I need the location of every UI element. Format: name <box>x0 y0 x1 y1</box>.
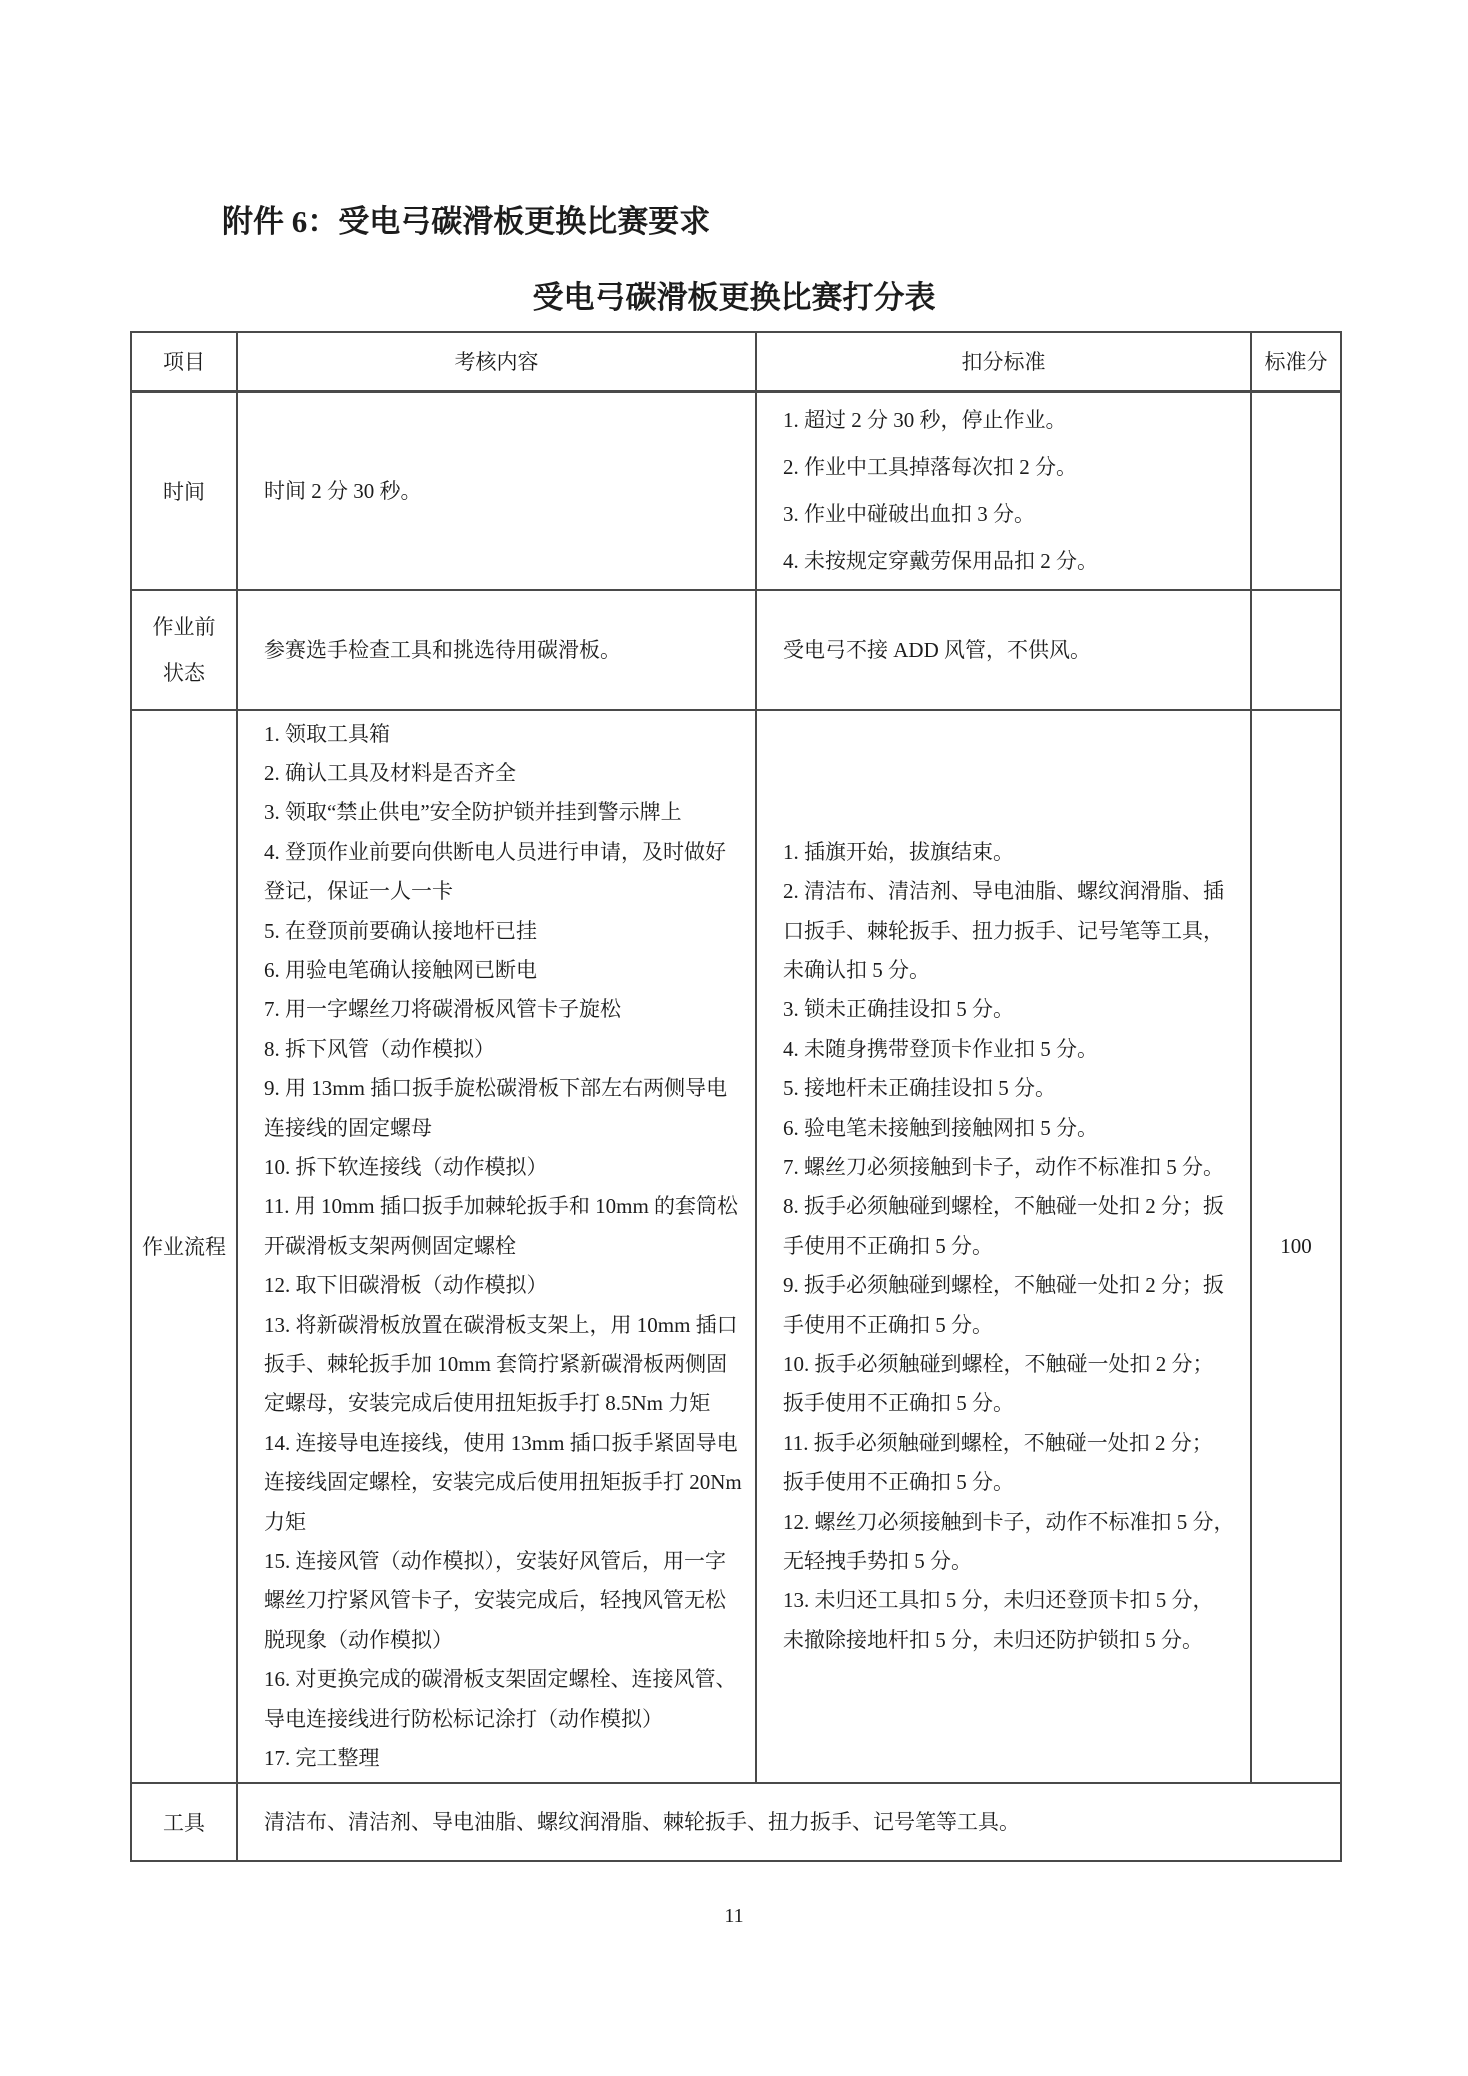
text-line: 力矩 <box>264 1509 306 1534</box>
text-line: 15. 连接风管（动作模拟），安装好风管后，用一字 <box>264 1549 726 1574</box>
text-line: 口扳手、棘轮扳手、扭力扳手、记号笔等工具， <box>783 918 1224 943</box>
text-line: 未确认扣 5 分。 <box>783 957 930 982</box>
pre-state-score-cell <box>1251 590 1341 710</box>
text-line: 17. 完工整理 <box>264 1746 380 1771</box>
process-content-lines <box>238 711 755 1783</box>
text-line: 16. 对更换完成的碳滑板支架固定螺栓、连接风管、 <box>264 1667 737 1692</box>
text-line: 作业前 <box>152 614 216 639</box>
text-line: 登记，保证一人一卡 <box>264 879 453 904</box>
text-line: 受电弓不接 ADD 风管，不供风。 <box>783 637 1091 662</box>
attachment-title: 附件 6：受电弓碳滑板更换比赛要求 <box>222 204 711 239</box>
text-line: 扳手、棘轮扳手加 10mm 套筒拧紧新碳滑板两侧固 <box>264 1352 728 1376</box>
row-tools <box>131 1783 1341 1861</box>
text-line: 14. 连接导电连接线，使用 13mm 插口扳手紧固导电 <box>264 1430 738 1455</box>
text-line: 13. 将新碳滑板放置在碳滑板支架上，用 10mm 插口 <box>264 1312 738 1337</box>
text-line: 6. 用验电笔确认接触网已断电 <box>264 957 537 982</box>
text-line: 导电连接线进行防松标记涂打（动作模拟） <box>264 1706 663 1731</box>
text-line: 8. 拆下风管（动作模拟） <box>264 1036 495 1061</box>
text-line: 1. 领取工具箱 <box>264 721 390 746</box>
text-line: 9. 扳手必须触碰到螺栓，不触碰一处扣 2 分；扳 <box>783 1273 1224 1298</box>
pre-state-item-cell <box>131 590 237 710</box>
text-line: 状态 <box>163 660 205 685</box>
header-cell-score: 标准分 <box>1251 332 1341 391</box>
text-line: 3. 作业中碰破出血扣 3 分。 <box>783 501 1035 526</box>
text-line: 13. 未归还工具扣 5 分，未归还登顶卡扣 5 分， <box>783 1588 1214 1613</box>
text-line: 参赛选手检查工具和挑选待用碳滑板。 <box>264 637 621 662</box>
tools-content-cell <box>237 1783 1341 1861</box>
text-line: 4. 未按规定穿戴劳保用品扣 2 分。 <box>783 548 1098 573</box>
text-line: 2. 清洁布、清洁剂、导电油脂、螺纹润滑脂、插 <box>783 879 1224 904</box>
time-deduction-cell <box>756 391 1251 590</box>
text-line: 清洁布、清洁剂、导电油脂、螺纹润滑脂、棘轮扳手、扭力扳手、记号笔等工具。 <box>264 1810 1020 1835</box>
process-deduction-cell <box>756 710 1251 1784</box>
text-line: 5. 接地杆未正确挂设扣 5 分。 <box>783 1076 1056 1101</box>
text-line: 1. 超过 2 分 30 秒，停止作业。 <box>783 407 1067 432</box>
header-cell-item: 项目 <box>131 332 237 391</box>
header-cell-deduction: 扣分标准 <box>756 332 1251 391</box>
process-content-cell <box>237 710 756 1784</box>
text-line: 7. 用一字螺丝刀将碳滑板风管卡子旋松 <box>264 997 621 1022</box>
text-line: 7. 螺丝刀必须接触到卡子，动作不标准扣 5 分。 <box>783 1154 1224 1179</box>
time-content-cell <box>237 391 756 590</box>
row-time <box>131 391 1341 590</box>
text-line: 2. 作业中工具掉落每次扣 2 分。 <box>783 454 1077 479</box>
text-line: 11. 扳手必须触碰到螺栓，不触碰一处扣 2 分； <box>783 1430 1213 1455</box>
scoring-table <box>130 331 1342 1862</box>
text-line: 无轻拽手势扣 5 分。 <box>783 1549 972 1574</box>
page-number: 11 <box>724 1905 744 1927</box>
text-line: 脱现象（动作模拟） <box>264 1627 453 1652</box>
process-item-cell: 作业流程 <box>131 710 237 1784</box>
table-title: 受电弓碳滑板更换比赛打分表 <box>532 280 936 315</box>
text-line: 10. 拆下软连接线（动作模拟） <box>264 1154 548 1179</box>
text-line: 2. 确认工具及材料是否齐全 <box>264 760 516 785</box>
text-line: 8. 扳手必须触碰到螺栓，不触碰一处扣 2 分；扳 <box>783 1194 1224 1219</box>
text-line: 5. 在登顶前要确认接地杆已挂 <box>264 918 537 943</box>
pre-state-item-lines <box>132 604 236 696</box>
text-line: 6. 验电笔未接触到接触网扣 5 分。 <box>783 1115 1098 1140</box>
time-item-cell: 时间 <box>131 391 237 590</box>
text-line: 连接线的固定螺母 <box>264 1115 432 1140</box>
pre-state-content-lines <box>238 629 755 671</box>
time-deduction-lines <box>757 393 1250 589</box>
pre-state-content-cell <box>237 590 756 710</box>
process-score-cell: 100 <box>1251 710 1341 1784</box>
text-line: 11. 用 10mm 插口扳手加棘轮扳手和 10mm 的套筒松 <box>264 1194 739 1219</box>
text-line: 4. 未随身携带登顶卡作业扣 5 分。 <box>783 1036 1098 1061</box>
text-line: 3. 领取“禁止供电”安全防护锁并挂到警示牌上 <box>264 800 682 825</box>
pre-state-deduction-lines <box>757 629 1250 671</box>
text-line: 手使用不正确扣 5 分。 <box>783 1312 993 1337</box>
text-line: 12. 螺丝刀必须接触到卡子，动作不标准扣 5 分， <box>783 1509 1235 1534</box>
text-line: 3. 锁未正确挂设扣 5 分。 <box>783 997 1014 1022</box>
text-line: 4. 登顶作业前要向供断电人员进行申请，及时做好 <box>264 839 726 864</box>
tools-content-lines <box>238 1801 1340 1843</box>
time-content-lines <box>238 470 755 512</box>
text-line: 扳手使用不正确扣 5 分。 <box>783 1470 1014 1495</box>
time-score-cell <box>1251 391 1341 590</box>
text-line: 时间 2 分 30 秒。 <box>264 478 422 503</box>
text-line: 手使用不正确扣 5 分。 <box>783 1233 993 1258</box>
header-row <box>131 332 1341 391</box>
pre-state-deduction-cell <box>756 590 1251 710</box>
text-line: 9. 用 13mm 插口扳手旋松碳滑板下部左右两侧导电 <box>264 1076 728 1101</box>
text-line: 开碳滑板支架两侧固定螺栓 <box>264 1233 516 1258</box>
text-line: 螺丝刀拧紧风管卡子，安装完成后，轻拽风管无松 <box>264 1588 726 1613</box>
text-line: 10. 扳手必须触碰到螺栓，不触碰一处扣 2 分； <box>783 1352 1214 1376</box>
text-line: 未撤除接地杆扣 5 分，未归还防护锁扣 5 分。 <box>783 1627 1203 1652</box>
text-line: 扳手使用不正确扣 5 分。 <box>783 1391 1014 1416</box>
text-line: 12. 取下旧碳滑板（动作模拟） <box>264 1273 548 1298</box>
text-line: 定螺母，安装完成后使用扭矩扳手打 8.5Nm 力矩 <box>264 1391 711 1416</box>
header-cell-content: 考核内容 <box>237 332 756 391</box>
text-line: 连接线固定螺栓，安装完成后使用扭矩扳手打 20Nm <box>264 1470 742 1495</box>
process-deduction-lines <box>757 829 1250 1665</box>
tools-item-cell: 工具 <box>131 1783 237 1861</box>
text-line: 1. 插旗开始，拔旗结束。 <box>783 839 1014 864</box>
row-pre-state <box>131 590 1341 710</box>
row-process <box>131 710 1341 1784</box>
